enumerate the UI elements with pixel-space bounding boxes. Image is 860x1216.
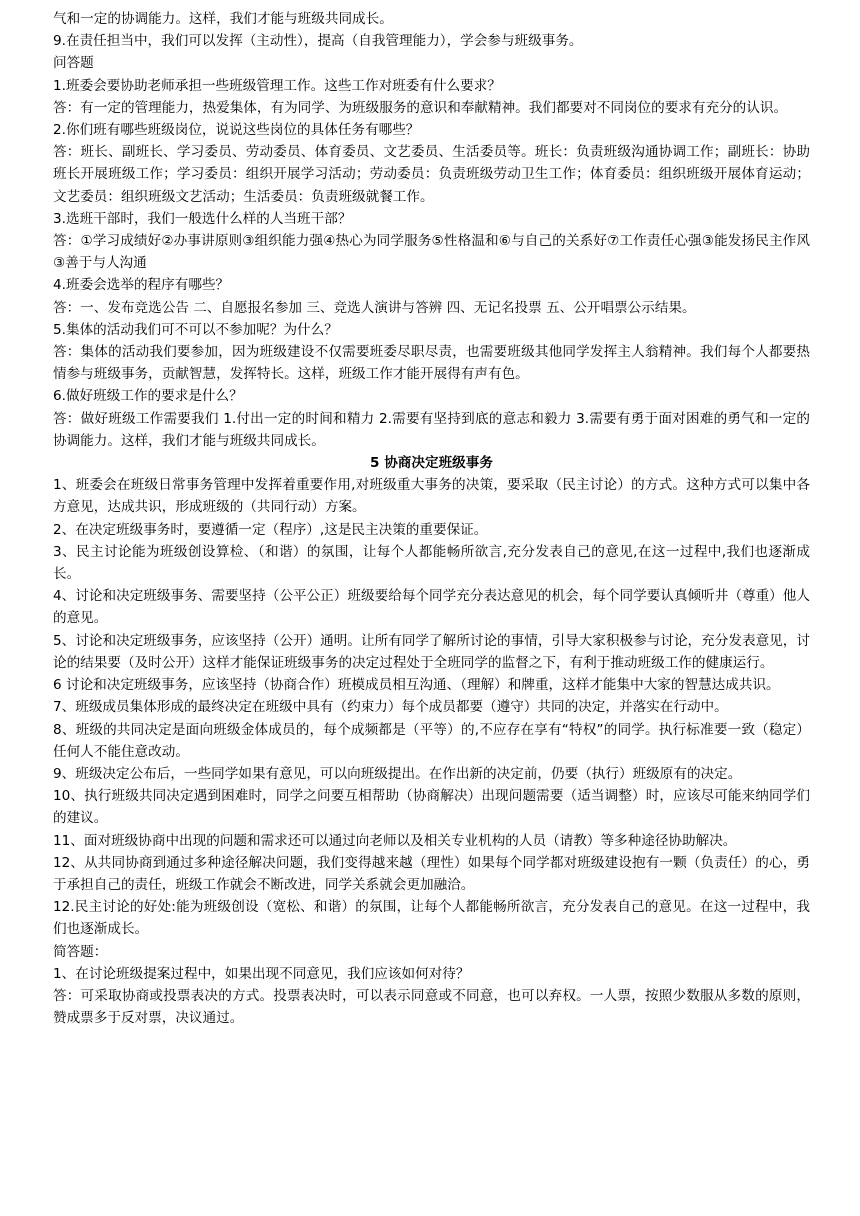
paragraph: 答：集体的活动我们要参加，因为班级建设不仅需要班委尽职尽责，也需要班级其他同学发挥主人翁精神。我们每个人都要热情参与班级事务，贡献智慧，发挥特长。这样，班级工作才能开展得有声有色。 xyxy=(53,344,810,383)
paragraph: 问答题 xyxy=(53,55,94,72)
paragraph: 4、讨论和决定班级事务、需要坚持（公平公正）班级要给每个同学充分表达意见的机会，每个同学要认真倾听井（尊重）他人的意见。 xyxy=(53,588,810,627)
paragraph: 6 讨论和决定班级事务，应该坚持（协商合作）班模成员相互沟通、（理解）和牌重，这样才能集中大家的智慧达成共识。 xyxy=(53,677,780,694)
paragraph: 简答题： xyxy=(53,943,108,960)
paragraph: 12、从共同协商到通过多种途径解决问题，我们变得越来越（理性）如果每个同学都对班级建设抱有一颗（负责任）的心，勇于承担自己的责任，班级工作就会不断改进，同学关系就会更加融洽。 xyxy=(53,854,810,893)
paragraph: 12.民主讨论的好处:能为班级创设（宽松、和谐）的氛围，让每个人都能畅所欲言，充分发表自己的意见。在这一过程中，我们也逐渐成长。 xyxy=(53,899,810,938)
paragraph: 2.你们班有哪些班级岗位，说说这些岗位的具体任务有哪些？ xyxy=(53,122,420,139)
section-title: 5 协商决定班级事务 xyxy=(370,455,493,472)
knowledge-points-section xyxy=(53,474,810,1029)
paragraph: 1、在讨论班级提案过程中，如果出现不同意见，我们应该如何对待？ xyxy=(53,965,470,982)
paragraph: 气和一定的协调能力。这样，我们才能与班级共同成长。 xyxy=(53,11,393,27)
paragraph: 10、执行班级共同决定遇到困难时，同学之问要互相帮助（协商解决）出现问题需要（适当调整）时，应该尽可能来纳同学们的建议。 xyxy=(53,788,810,827)
paragraph: 答：有一定的管理能力，热爱集体，有为同学、为班级服务的意识和奉献精神。我们都要对不同岗位的要求有充分的认识。 xyxy=(53,99,788,116)
paragraph: 5、讨论和决定班级事务，应该坚持（公开）通明。让所有同学了解所讨论的事情，引导大家积极参与讨论，充分发表意见，讨论的结果要（及时公开）这样才能保证班级事务的决定过程处于全班同学的监督之下，有利于推动班级工作的健康运行。 xyxy=(53,632,810,671)
paragraph: 3.选班干部时，我们一般选什么样的人当班干部？ xyxy=(53,210,352,227)
paragraph: 1.班委会要协助老师承担一些班级管理工作。这些工作对班委有什么要求？ xyxy=(53,77,501,94)
paragraph: 1、班委会在班级日常事务管理中发挥着重要作用,对班级重大事务的决策，要采取（民主讨论）的方式。这种方式可以集中各方意见，达成共识，形成班级的（共同行动）方案。 xyxy=(53,477,810,516)
paragraph: 答：一、发布竞选公告 二、自愿报名参加 三、竞选人演讲与答辨 四、无记名投票 五、公开唱票公示结果。 xyxy=(53,299,696,316)
paragraph: 5.集体的活动我们可不可以不参加呢？为什么？ xyxy=(53,321,338,338)
paragraph: 9、班级决定公布后，一些同学如果有意见，可以向班级提出。在作出新的决定前，仍要（执行）班级原有的决定。 xyxy=(53,765,742,782)
question-section xyxy=(53,8,810,452)
paragraph: 4.班委会选举的程序有哪些？ xyxy=(53,277,230,294)
paragraph: 3、民主讨论能为班级创设算检、（和谐）的氛围，让每个人都能畅所欲言,充分发表自己的意见,在这一过程中,我们也逐渐成长。 xyxy=(53,543,810,583)
paragraph: 答：做好班级工作需要我们 1.付出一定的时间和精力 2.需要有坚持到底的意志和毅力 3.需要有勇于面对困难的勇气和一定的协调能力。这样，我们才能与班级共同成长。 xyxy=(53,410,810,449)
paragraph: 答：可采取协商或投票表决的方式。投票表决时，可以表示同意或不同意，也可以弃权。一人票，按照少数服从多数的原则，赞成票多于反对票，决议通过。 xyxy=(53,987,810,1027)
paragraph: 8、班级的共同决定是面向班级金体成员的，每个成频都是（平等）的,不应存在享有“特权”的同学。执行标准要一致（稳定）任何人不能住意改动。 xyxy=(53,721,810,760)
paragraph: 6.做好班级工作的要求是什么？ xyxy=(53,388,243,405)
paragraph: 答：班长、副班长、学习委员、劳动委员、体育委员、文艺委员、生活委员等。班长：负责班级沟通协调工作；副班长：协助班长开展班级工作；学习委员：组织开展学习活动；劳动委员：负责班级劳动卫生工作；体育委员：组织班级开展体育运动；文艺委员：组织班级文艺活动；生活委员：负责班级就餐工作。 xyxy=(53,144,810,205)
paragraph: 9.在责任担当中，我们可以发挥（主动性），提高（自我管理能力），学会参与班级事务。 xyxy=(53,33,583,50)
paragraph: 答：①学习成绩好②办事讲原则③组织能力强④热心为同学服务⑤性格温和⑥与自己的关系好⑦工作责任心强③能发扬民主作风③善于与人沟通 xyxy=(53,233,810,272)
paragraph: 11、面对班级协商中出现的问题和需求还可以通过向老师以及相关专业机构的人员（请教）等多种途径协助解决。 xyxy=(53,832,737,849)
paragraph: 2、在决定班级事务时，要遵循一定（程序）,这是民主决策的重要保证。 xyxy=(53,521,488,538)
paragraph: 7、班级成员集体形成的最终决定在班级中具有（约束力）每个成员都要（遵守）共同的决定，并落实在行动中。 xyxy=(53,699,728,716)
